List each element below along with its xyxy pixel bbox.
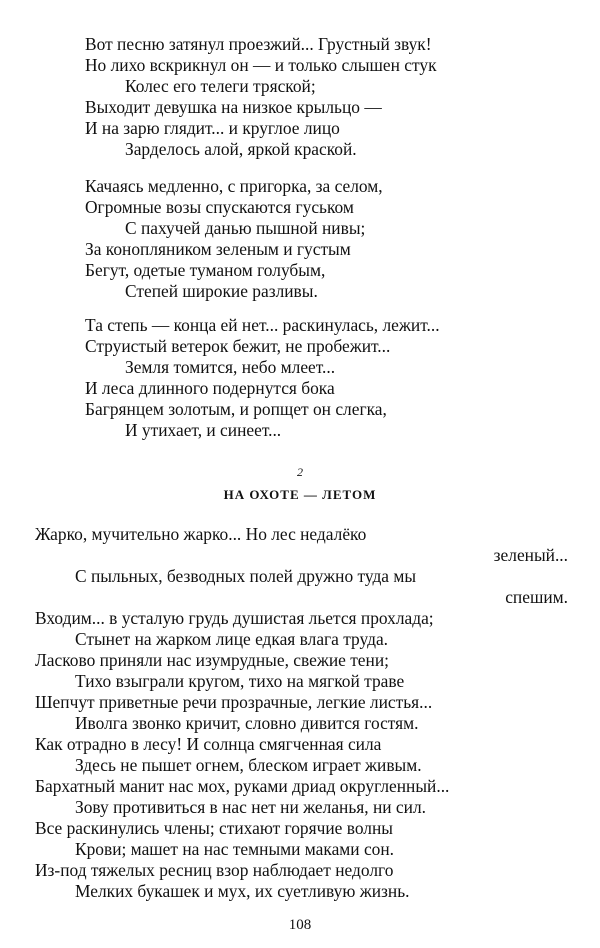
verse-line: Шепчут приветные речи прозрачные, легкие листья... — [35, 692, 433, 712]
verse-line: Вот песню затянул проезжий... Грустный звук! — [85, 34, 432, 54]
verse-line: С пахучей данью пышной нивы; — [125, 218, 366, 238]
page-number: 108 — [288, 917, 312, 933]
verse-line: Как отрадно в лесу! И солнца смягченная сила — [35, 734, 382, 754]
verse-line: И леса длинного подернутся бока — [85, 378, 335, 398]
verse-line: И утихает, и синеет... — [125, 420, 282, 440]
verse-line: Земля томится, небо млеет... — [125, 357, 336, 377]
verse-line: Здесь не пышет огнем, блеском играет живым. — [75, 755, 422, 775]
verse-line: Та степь — конца ей нет... раскинулась, лежит... — [85, 315, 440, 335]
verse-line-continuation: спешим. — [505, 587, 568, 607]
poem-number: 2 — [297, 465, 303, 479]
verse-line: Все раскинулись члены; стихают горячие волны — [35, 818, 393, 838]
verse-line: Бархатный манит нас мох, руками дриад округленный... — [35, 776, 450, 796]
verse-line: За конопляником зеленым и густым — [85, 239, 351, 259]
verse-line: Входим... в усталую грудь душистая льется прохлада; — [35, 608, 434, 628]
verse-line: Зову противиться в нас нет ни желанья, ни сил. — [75, 797, 426, 817]
verse-line: С пыльных, безводных полей дружно туда мы — [75, 566, 417, 586]
verse-line: Ласково приняли нас изумрудные, свежие тени; — [35, 650, 389, 670]
verse-line: Крови; машет на нас темными маками сон. — [75, 839, 395, 859]
verse-line: Иволга звонко кричит, словно дивится гостям. — [75, 713, 419, 733]
verse-line: Выходит девушка на низкое крыльцо — — [85, 97, 382, 117]
verse-line: Бегут, одетые туманом голубым, — [85, 260, 326, 280]
verse-line: Степей широкие разливы. — [125, 281, 318, 301]
verse-line: Стынет на жарком лице едкая влага труда. — [75, 629, 389, 649]
verse-line: Жарко, мучительно жарко... Но лес недалёко — [35, 524, 367, 544]
verse-line: Мелких букашек и мух, их суетливую жизнь. — [75, 881, 410, 901]
verse-line: Колес его телеги тряской; — [125, 76, 316, 96]
verse-line: Струистый ветерок бежит, не пробежит... — [85, 336, 391, 356]
verse-line: Зарделось алой, яркой краской. — [125, 139, 357, 159]
verse-line: Багрянцем золотым, и ропщет он слегка, — [85, 399, 387, 419]
verse-line: Огромные возы спускаются гуськом — [85, 197, 354, 217]
verse-line-continuation: зеленый... — [493, 545, 568, 565]
verse-line: Тихо взыграли кругом, тихо на мягкой траве — [75, 671, 405, 691]
verse-line: Но лихо вскрикнул он — и только слышен стук — [85, 55, 437, 75]
verse-line: Качаясь медленно, с пригорка, за селом, — [85, 176, 383, 196]
verse-line: Из-под тяжелых ресниц взор наблюдает недолго — [35, 860, 394, 880]
verse-line: И на зарю глядит... и круглое лицо — [85, 118, 340, 138]
poem-title: НА ОХОТЕ — ЛЕТОМ — [223, 487, 377, 502]
